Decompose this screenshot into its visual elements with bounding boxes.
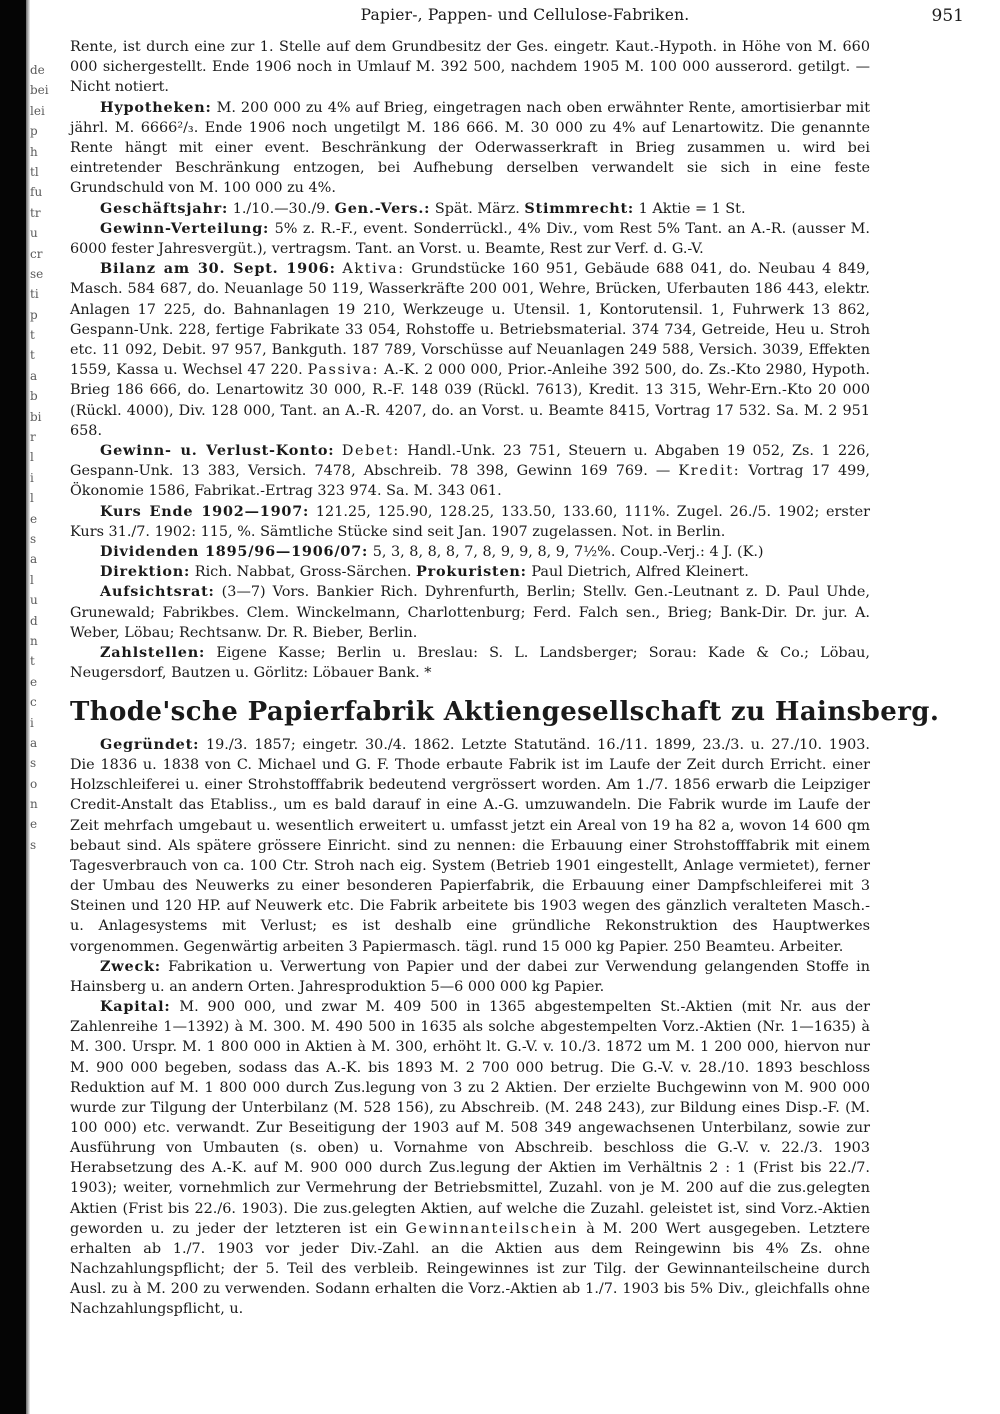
previous-page-fragment: r [30, 430, 36, 445]
bilanz-paragraph [70, 259, 870, 441]
previous-page-fragments [30, 60, 70, 852]
previous-page-fragment: s [30, 837, 37, 852]
kurs-text: 121.25, 125.90, 128.25, 133.50, 133.60, 111%. Zugel. 26./5. 1902; erster Kurs 31./7. 1902: 115, %. Sämtliche Stücke sind seit Jan. 1907 zugelassen. Not. in Berlin. [70, 503, 870, 540]
zweck-text: Fabrikation u. Verwertung von Papier und der dabei zur Verwendung gelangenden Stoffe in Hainsberg u. an andern Orten. Jahresproduktion 5—6 000 000 kg Papier. [70, 958, 870, 995]
hypotheken-label: Hypotheken: [100, 98, 212, 116]
geschaeftsjahr-label: Geschäftsjahr: [100, 199, 229, 217]
previous-page-fragment: u [30, 593, 38, 608]
zweck-paragraph [70, 957, 870, 997]
previous-page-fragment: lei [30, 103, 45, 118]
aufsichtsrat-text: (3—7) Vors. Bankier Rich. Dyhrenfurth, Berlin; Stellv. Gen.-Leutnant z. D. Paul Uhde, Grunewald; Fabrikbes. Clem. Winckelmann, Charlottenburg; Ferd. Falch sen., Brieg; Bank-Dir. Dr. jur. A. Weber, Löbau; Rechtsanw. Dr. R. Bieber, Berlin. [70, 584, 870, 641]
running-title: Papier-, Pappen- und Cellulose-Fabriken. [360, 6, 690, 24]
debet-text: Handl.-Unk. 23 751, Steuern u. Abgaben 19 052, Zs. 1 226, Gespann-Unk. 13 383, Versich. 7478, Abschreib. 78 398, Gewinn 169 769. — [70, 443, 870, 480]
previous-page-fragment: a [30, 735, 38, 750]
previous-page-fragment: n [30, 797, 38, 812]
kurs-paragraph [70, 502, 870, 542]
previous-page-fragment: t [30, 328, 35, 343]
previous-page-fragment: l [30, 572, 34, 587]
direktion-paragraph [70, 562, 870, 582]
previous-page-fragment: fu [30, 185, 43, 200]
kurs-label: Kurs Ende 1902—1907: [100, 502, 310, 520]
previous-page-fragment: e [30, 674, 38, 689]
kredit-text: Vortrag 17 499, Ökonomie 1586, Fabrikat.-Ertrag 323 974. Sa. M. 343 061. [70, 463, 870, 500]
gen-vers-text: Spät. März. [434, 200, 520, 217]
company-heading: Thode'sche Papierfabrik Aktiengesellschaft zu Hainsberg. [70, 697, 940, 727]
direktion-label: Direktion: [100, 563, 191, 581]
book-spine-shadow [0, 0, 26, 1414]
dividenden-paragraph [70, 542, 870, 562]
kredit-label: Kredit: [678, 463, 741, 480]
previous-page-fragment: l [30, 450, 34, 465]
gewinn-verlust-label: Gewinn- u. Verlust-Konto: [100, 442, 335, 460]
previous-page-fragment: u [30, 226, 38, 241]
gegruendet-text: 19./3. 1857; eingetr. 30./4. 1862. Letzte Statutänd. 16./11. 1899, 23./3. u. 27./10. 1903. Die 1836 u. 1838 von C. Michael und G. F. Thode erbaute Fabrik ist im Laufe der Zeit durch Erricht. einer Holzschleiferei u. einer Strohstofffabrik bedeutend vergrössert worden. Am 1./7. 1856 erwarb die Leipziger Credit-Anstalt das Etabliss., um es bald darauf in eine A.-G. umzuwandeln. Die Fabrik wurde im Laufe der Zeit mehrfach umgebaut u. wesentlich erweitert u. umfasst jetzt ein Areal von 19 ha 82 a, wovon 14 600 qm bebaut sind. Als spätere grössere Einricht. sind zu nennen: die Erbauung einer Strohstofffabrik mit einem Tagesverbrauch von ca. 100 Ctr. Stroh nach eig. System (Betrieb 1901 eingestellt, Anlage vermietet), ferner der Umbau des Neuwerks zu einer besonderen Papierfabrik, die Erbauung einer Dampfschleiferei mit 3 Steinen und 120 HP. auf Neuwerk etc. Die Fabrik arbeitete bis 1903 wegen des gänzlich veralteten Masch.- u. Anlagesystems mit Verlust; es ist deshalb eine gründliche Rekonstruktion des Hauptwerkes vorgenommen. Gegenwärtig arbeiten 3 Papiermasch. tägl. rund 15 000 kg Papier. 250 Beamteu. Arbeiter. [70, 737, 870, 955]
page-number: 951 [931, 6, 964, 26]
gewinn-verteilung-paragraph [70, 219, 870, 259]
zahlstellen-paragraph [70, 643, 870, 683]
gegruendet-paragraph [70, 735, 870, 957]
previous-page-fragment: tr [30, 205, 41, 220]
aufsichtsrat-label: Aufsichtsrat: [100, 583, 215, 601]
previous-page-fragment: a [30, 368, 38, 383]
gewinn-verlust-paragraph [70, 441, 870, 502]
previous-page-fragment: o [30, 776, 38, 791]
previous-page-fragment: s [30, 756, 37, 771]
passiva-label: Passiva: [307, 362, 380, 379]
stimmrecht-label: Stimmrecht: [524, 199, 635, 217]
bilanz-label: Bilanz am 30. Sept. 1906: [100, 260, 336, 278]
passiva-text: A.-K. 2 000 000, Prior.-Anleihe 392 500, do. Zs.-Kto 2980, Hypoth. Brieg 186 666, do. Lenartowitz 30 000, R.-F. 148 039 (Rückl. 7613), Kredit. 13 315, Wehr-Ern.-Kto 20 000 (Rückl. 4000), Div. 128 000, Tant. an A.-R. 4207, do. an Vorst. u. Beamte 8415, Vortrag 17 532. Sa. M. 2 951 658. [70, 362, 870, 439]
kapital-paragraph [70, 997, 870, 1320]
previous-page-fragment: tl [30, 164, 39, 179]
meeting-paragraph [70, 199, 870, 219]
document-page [70, 0, 980, 1414]
gen-vers-label: Gen.-Vers.: [334, 199, 431, 217]
kapital-text-b: à M. 200 Wert ausgegeben. Letztere erhalten ab 1./7. 1903 vor jeder Div.-Zahl. an die Aktien aus dem Reingewinn bis 4% Zs. ohne Nachzahlungspflicht; der 5. Teil des verbleib. Reingewinnes ist zur Tilg. der Gewinnanteilscheine durch Ausl. zu à M. 200 zu verwenden. Sodann erhalten die Vorz.-Aktien ab 1./7. 1903 bis 5% Div., gleichfalls ohne Nachzahlungspflicht, u. [70, 1220, 870, 1318]
gewinnanteilschein-term: Gewinnanteilschein [405, 1220, 579, 1237]
aufsichtsrat-paragraph [70, 582, 870, 643]
previous-page-fragment: b [30, 389, 38, 404]
previous-page-fragment: de [30, 63, 45, 77]
previous-page-fragment: t [30, 654, 35, 669]
previous-page-fragment: p [30, 124, 38, 139]
geschaeftsjahr-text: 1./10.—30./9. [232, 200, 331, 217]
previous-page-fragment: a [30, 552, 38, 567]
previous-page-fragment: h [30, 144, 38, 159]
aktiva-text: Grundstücke 160 951, Gebäude 688 041, do. Neubau 4 849, Masch. 584 687, do. Neuanlage 50 119, Wasserkräfte 200 001, Wehre, Brücken, Uferbauten 186 443, elektr. Anlagen 17 225, do. Bahnanlagen 19 210, Werkzeuge u. Utensil. 1, Kontorutensil. 1, Fuhrwerk 13 862, Gespann-Unk. 228, fertige Fabrikate 33 054, Rohstoffe u. Betriebsmaterial. 374 734, Getreide, Heu u. Stroh etc. 11 092, Debit. 97 957, Bankguth. 187 789, Vorschüsse auf Neuanlagen 249 588, Versich. 3039, Effekten 1559, Kassa u. Wechsel 47 220. [70, 261, 870, 379]
previous-page-fragment: e [30, 817, 38, 832]
previous-page-fragment: n [30, 633, 38, 648]
debet-label: Debet: [341, 443, 400, 460]
zahlstellen-label: Zahlstellen: [100, 644, 206, 662]
dividenden-text: 5, 3, 8, 8, 8, 7, 8, 9, 9, 8, 9, 7½%. Coup.-Verj.: 4 J. (K.) [372, 544, 764, 561]
hypotheken-paragraph [70, 98, 870, 199]
previous-page-fragment: d [30, 613, 38, 628]
gewinn-verteilung-label: Gewinn-Verteilung: [100, 219, 270, 237]
previous-page-fragment: l [30, 491, 34, 506]
previous-page-fragment: p [30, 307, 38, 322]
previous-page-fragment: s [30, 531, 37, 546]
previous-page-fragment: e [30, 511, 38, 526]
zweck-label: Zweck: [100, 957, 161, 975]
previous-page-fragment: cr [30, 246, 43, 261]
prokuristen-text: Paul Dietrich, Alfred Kleinert. [531, 564, 749, 581]
rente-paragraph: Rente, ist durch eine zur 1. Stelle auf dem Grundbesitz der Ges. eingetr. Kaut.-Hypoth. in Höhe von M. 660 000 sichergestellt. Ende 1906 noch in Umlauf M. 392 500, nachdem 1905 M. 100 000 ausserord. getilgt. — Nicht notiert. [70, 39, 870, 96]
page-header [70, 6, 980, 32]
zahlstellen-text: Eigene Kasse; Berlin u. Breslau: S. L. Landsberger; Sorau: Kade & Co.; Löbau, Neugersdorf, Bautzen u. Görlitz: Löbauer Bank. * [70, 645, 871, 682]
previous-page-fragment: t [30, 348, 35, 363]
previous-page-fragment: bi [30, 409, 42, 424]
previous-page-fragment: c [30, 695, 37, 710]
gewinn-verteilung-text: 5% z. R.-F., event. Sonderrückl., 4% Div., vom Rest 5% Tant. an A.-R. (ausser M. 6000 fester Jahresvergüt.), vertragsm. Tant. an Vorst. u. Beamte, Rest zur Verf. d. G.-V. [70, 220, 870, 258]
hypotheken-text: M. 200 000 zu 4% auf Brieg, eingetragen nach oben erwähnter Rente, amortisierbar mit jährl. M. 6666²/₃. Ende 1906 noch ungetilgt M. 186 666. M. 30 000 zu 4% auf Lenartowitz. Die genannte Rente hängt mit einer event. Beschränkung der Oderwasserkraft in Brieg zusammen u. wird bei eintretender Beschränkung entzogen, bei Aufhebung derselben verwandelt sie sich in eine feste Grundschuld von M. 100 000 zu 4%. [70, 99, 871, 197]
gegruendet-label: Gegründet: [100, 736, 200, 753]
prokuristen-label: Prokuristen: [416, 563, 527, 581]
previous-page-fragment: ti [30, 287, 39, 302]
kapital-text-a: M. 900 000, und zwar M. 409 500 in 1365 abgestempelten St.-Aktien (mit Nr. aus der Zahlenreihe 1—1392) à M. 300. M. 490 500 in 1635 als solche abgestempelten Vorz.-Aktien (Nr. 1—1635) à M. 300. Urspr. M. 1 800 000 in Aktien à M. 300, erhöht lt. G.-V. v. 10./3. 1872 um M. 1 200 000, hiervon nur M. 900 000 begeben, sodass das A.-K. bis 1893 M. 2 700 000 betrug. Die G.-V. v. 28./10. 1893 beschloss Reduktion auf M. 1 800 000 durch Zus.legung von 3 zu 2 Aktien. Der erzielte Buchgewinn von M. 900 000 wurde zur Tilgung der Unterbilanz (M. 528 156), zu Abschreib. (M. 248 243), zur Bildung eines Disp.-F. (M. 100 000) etc. verwandt. Zur Beseitigung der 1903 auf M. 508 349 angewachsenen Unterbilanz, sowie zur Ausführung von Umbauten (s. oben) u. Vornahme von Abschreib. beschloss die G.-V. v. 22./3. 1903 Herabsetzung des A.-K. auf M. 900 000 durch Zus.legung der Aktien im Verhältnis 2 : 1 (Frist bis 22./7. 1903); weiter, vornehmlich zur Vermehrung der Betriebsmittel, Zuzahl. von je M. 200 auf die zus.gelegten Aktien (Frist bis 22./6. 1903). Die zus.gelegten Aktien, auf welche die Zuzahl. geleistet ist, sind Vorz.-Aktien geworden u. zu jeder der letzteren ist ein [70, 999, 871, 1237]
previous-page-fragment: bei [30, 83, 49, 98]
previous-entry [70, 37, 870, 684]
aktiva-label: Aktiva: [342, 261, 405, 278]
company-entry [70, 735, 870, 1320]
previous-page-fragment: i [30, 715, 34, 730]
previous-page-fragment: i [30, 470, 34, 485]
previous-page-fragment: se [30, 266, 44, 281]
kapital-label: Kapital: [100, 998, 171, 1016]
direktion-text: Rich. Nabbat, Gross-Särchen. [194, 564, 412, 581]
dividenden-label: Dividenden 1895/96—1906/07: [100, 543, 369, 561]
stimmrecht-text: 1 Aktie = 1 St. [638, 200, 746, 217]
